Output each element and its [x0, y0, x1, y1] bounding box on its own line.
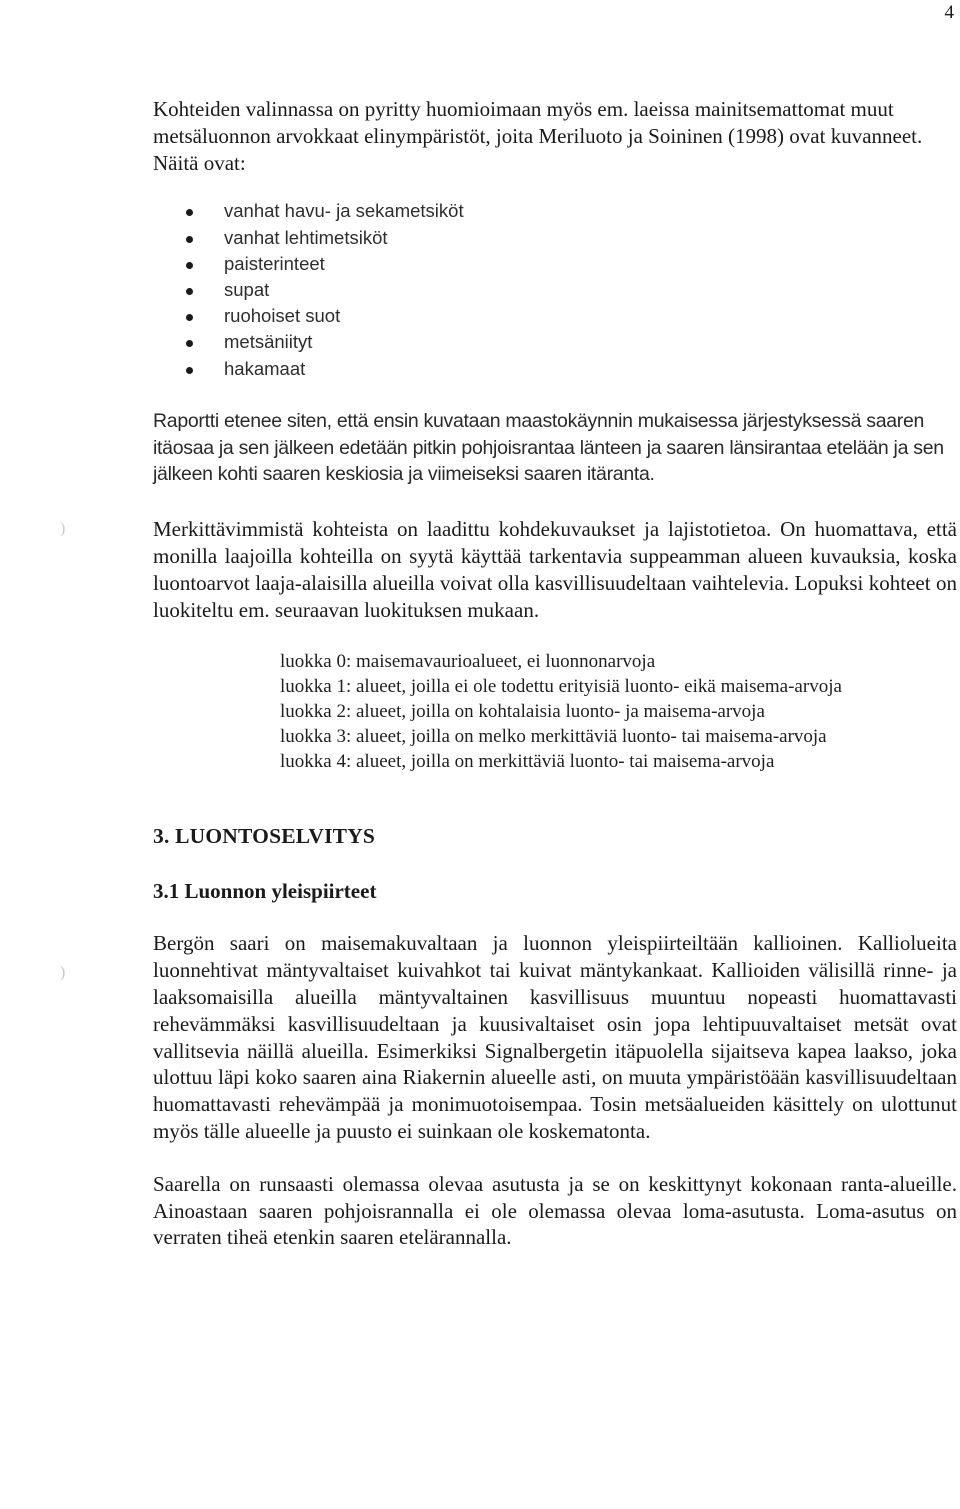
- report-order-paragraph: Raportti etenee siten, että ensin kuvataan maastokäynnin mukaisessa järjestyksessä saaren itäosaa ja sen jälkeen edetään pitkin pohjoisrantaa länteen ja saaren länsirantaa etelään ja sen jälkeen kohti saaren keskiosia ja viimeiseksi saaren itäranta.: [153, 409, 944, 486]
- notable-sites-paragraph: Merkittävimmistä kohteista on laadittu kohdekuvaukset ja lajistotietoa. On huomattava, että monilla laajoilla kohteilla on syytä käyttää tarkentavia suppeamman alueen kuvauksia, koska luontoarvot laaja-alaisilla alueilla voivat olla kasvillisuudeltaan vaihtelevia. Lopuksi kohteet on luokiteltu em. seuraavan luokituksen mukaan.: [153, 517, 957, 622]
- list-item: paisterinteet: [153, 251, 957, 277]
- subsection-heading: 3.1 Luonnon yleispiirteet: [153, 879, 377, 904]
- bullet-icon: [186, 314, 193, 321]
- page-number: 4: [944, 2, 954, 23]
- page-content: [153, 96, 957, 1251]
- bullet-icon: [186, 236, 193, 243]
- list-item: supat: [153, 277, 957, 303]
- bullet-icon: [186, 367, 193, 374]
- margin-mark: ): [60, 964, 66, 981]
- list-item: ruohoiset suot: [153, 303, 957, 329]
- settlement-paragraph: Saarella on runsaasti olemassa olevaa asutusta ja se on keskittynyt kokonaan ranta-alueille. Ainoastaan saaren pohjoisrannalla ei ole olemassa olevaa loma-asutusta. Loma-asutus on verraten tiheä etenkin saaren etelärannalla.: [153, 1171, 957, 1250]
- bullet-icon: [186, 262, 193, 269]
- bullet-icon: [186, 209, 193, 216]
- class-item: luokka 1: alueet, joilla ei ole todettu erityisiä luonto- eikä maisema-arvoja: [280, 676, 842, 698]
- list-item: vanhat lehtimetsiköt: [153, 225, 957, 251]
- list-item: hakamaat: [153, 356, 957, 382]
- class-item: luokka 2: alueet, joilla on kohtalaisia luonto- ja maisema-arvoja: [280, 701, 765, 723]
- section-heading: 3. LUONTOSELVITYS: [153, 824, 376, 849]
- bergo-paragraph: Bergön saari on maisemakuvaltaan ja luonnon yleispiirteiltään kallioinen. Kalliolueita luonnehtivat mäntyvaltaiset kuivahkot tai kuivat mäntykankaat. Kallioiden välisillä rinne- ja laaksomaisilla alueilla mäntyvaltainen kasvillisuus muuntuu nopeasti huomattavasti rehevämmäksi kasvillisuudeltaan ja kuusivaltaiset osin jopa lehtipuuvaltaiset metsät ovat vallitsevia näillä alueilla. Esimerkiksi Signalbergetin itäpuolella sijaitseva kapea laakso, joka ulottuu läpi koko saaren aina Riakernin alueelle asti, on muuta ympäristöään kasvillisuudeltaan huomattavasti rehevämpää ja monimuotoisempaa. Tosin metsäalueiden käsittely on ulottunut myös tälle alueelle ja puusto ei suinkaan ole koskematonta.: [153, 931, 957, 1143]
- class-item: luokka 3: alueet, joilla on melko merkittäviä luonto- tai maisema-arvoja: [280, 726, 827, 748]
- intro-paragraph: Kohteiden valinnassa on pyritty huomioimaan myös em. laeissa mainitsemattomat muut metsäluonnon arvokkaat elinympäristöt, joita Meriluoto ja Soininen (1998) ovat kuvanneet.: [153, 97, 923, 148]
- list-item: vanhat havu- ja sekametsiköt: [153, 198, 957, 224]
- class-list: [280, 649, 957, 774]
- margin-mark: ): [60, 520, 66, 537]
- class-item: luokka 0: maisemavaurioalueet, ei luonnonarvoja: [280, 651, 656, 673]
- class-item: luokka 4: alueet, joilla on merkittäviä luonto- tai maisema-arvoja: [280, 751, 775, 773]
- list-label: Näitä ovat:: [153, 150, 246, 175]
- list-item: metsäniityt: [153, 329, 957, 355]
- habitat-list: [153, 198, 957, 381]
- bullet-icon: [186, 288, 193, 295]
- bullet-icon: [186, 340, 193, 347]
